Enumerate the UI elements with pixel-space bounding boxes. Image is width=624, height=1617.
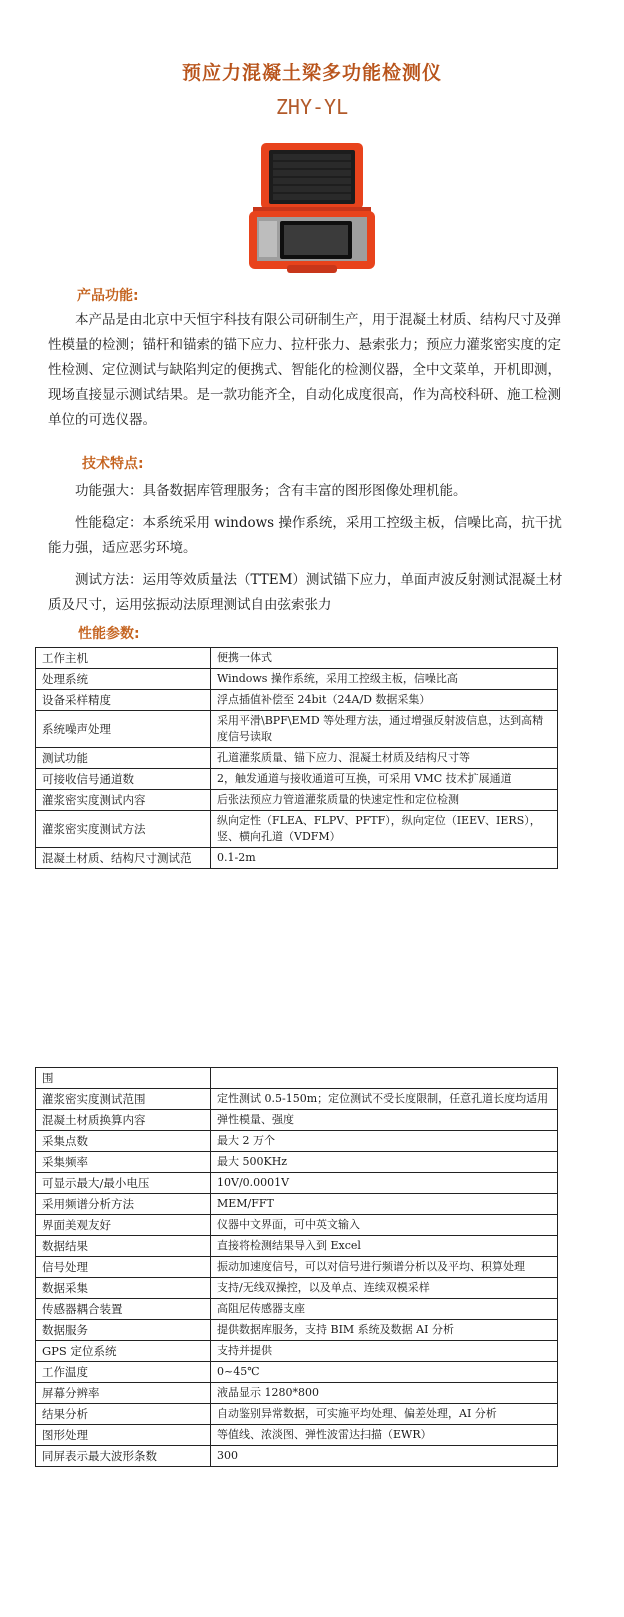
param-value: MEM/FFT <box>211 1194 558 1215</box>
param-name: 同屏表示最大波形条数 <box>36 1446 211 1467</box>
param-value: 等值线、浓淡图、弹性波雷达扫描（EWR） <box>211 1425 558 1446</box>
device-image <box>247 141 377 275</box>
functions-text: 本产品是由北京中天恒宇科技有限公司研制生产，用于混凝土材质、结构尺寸及弹性模量的检测；锚杆和锚索的锚下应力、拉杆张力、悬索张力；预应力灌浆密实度的定性检测、定位测试与缺陷判定的便携式、智能化的检测仪器，全中文菜单，开机即测，现场直接显示测试结果。是一款功能齐全，自动化成度很高，作为高校科研、施工检测单位的可选仪器。 <box>48 312 561 428</box>
param-row <box>36 1299 558 1320</box>
param-row <box>36 1215 558 1236</box>
param-name: 数据采集 <box>36 1278 211 1299</box>
params-table-2 <box>35 1067 558 1467</box>
param-name: 图形处理 <box>36 1425 211 1446</box>
functions-heading: 产品功能: <box>77 288 139 304</box>
param-name: 信号处理 <box>36 1257 211 1278</box>
param-row <box>36 1131 558 1152</box>
param-name: 传感器耦合装置 <box>36 1299 211 1320</box>
param-name: 系统噪声处理 <box>36 711 211 748</box>
param-name: 屏幕分辨率 <box>36 1383 211 1404</box>
param-value: 自动鉴别异常数据，可实施平均处理、偏差处理，AI 分析 <box>211 1404 558 1425</box>
param-row <box>36 1446 558 1467</box>
param-name: 界面美观友好 <box>36 1215 211 1236</box>
param-name: 采集频率 <box>36 1152 211 1173</box>
features-list <box>48 479 568 618</box>
param-row <box>36 1425 558 1446</box>
param-name: 采用频谱分析方法 <box>36 1194 211 1215</box>
param-name: 混凝土材质换算内容 <box>36 1110 211 1131</box>
param-row <box>36 1341 558 1362</box>
param-value: 支持/无线双操控，以及单点、连续双模采样 <box>211 1278 558 1299</box>
param-name: 灌浆密实度测试方法 <box>36 811 211 848</box>
param-row <box>36 1362 558 1383</box>
param-value: 支持并提供 <box>211 1341 558 1362</box>
param-name: 工作主机 <box>36 648 211 669</box>
param-row <box>36 790 558 811</box>
param-name: 工作温度 <box>36 1362 211 1383</box>
param-value: 纵向定性（FLEA、FLPV、PFTF），纵向定位（IEEV、IERS），竖、横向孔道（VDFM） <box>211 811 558 848</box>
param-value: 最大 500KHz <box>211 1152 558 1173</box>
param-name: 可接收信号通道数 <box>36 769 211 790</box>
param-row <box>36 1236 558 1257</box>
param-name: 围 <box>36 1068 211 1089</box>
param-row <box>36 648 558 669</box>
params-table-1 <box>35 647 558 869</box>
param-row <box>36 769 558 790</box>
param-name: 可显示最大/最小电压 <box>36 1173 211 1194</box>
param-row <box>36 711 558 748</box>
param-name: 测试功能 <box>36 748 211 769</box>
param-row <box>36 1152 558 1173</box>
param-value: 300 <box>211 1446 558 1467</box>
param-value: 后张法预应力管道灌浆质量的快速定性和定位检测 <box>211 790 558 811</box>
param-value: 0.1-2m <box>211 848 558 869</box>
param-value: 弹性模量、强度 <box>211 1110 558 1131</box>
param-row <box>36 1110 558 1131</box>
param-value: 高阻尼传感器支座 <box>211 1299 558 1320</box>
param-row <box>36 1173 558 1194</box>
feature-item: 功能强大：具备数据库管理服务；含有丰富的图形图像处理机能。 <box>75 483 467 499</box>
param-name: 数据结果 <box>36 1236 211 1257</box>
features-heading: 技术特点: <box>82 456 144 472</box>
param-row <box>36 848 558 869</box>
param-value: 振动加速度信号，可以对信号进行频谱分析以及平均、积算处理 <box>211 1257 558 1278</box>
param-value: 便携一体式 <box>211 648 558 669</box>
param-name: 灌浆密实度测试范围 <box>36 1089 211 1110</box>
param-row <box>36 1383 558 1404</box>
param-value: 定性测试 0.5-150m；定位测试不受长度限制，任意孔道长度均适用 <box>211 1089 558 1110</box>
param-row <box>36 811 558 848</box>
functions-paragraph <box>48 308 568 433</box>
param-row <box>36 1194 558 1215</box>
param-value: 液晶显示 1280*800 <box>211 1383 558 1404</box>
param-value: Windows 操作系统，采用工控级主板，信噪比高 <box>211 669 558 690</box>
param-row <box>36 669 558 690</box>
param-name: 设备采样精度 <box>36 690 211 711</box>
model-number: ZHY-YL <box>275 95 349 119</box>
param-value: 浮点插值补偿至 24bit（24A/D 数据采集） <box>211 690 558 711</box>
param-value: 采用平滑\BPF\EMD 等处理方法，通过增强反射波信息，达到高精度信号读取 <box>211 711 558 748</box>
params-heading: 性能参数: <box>78 626 140 642</box>
param-value: 孔道灌浆质量、锚下应力、混凝土材质及结构尺寸等 <box>211 748 558 769</box>
param-name: GPS 定位系统 <box>36 1341 211 1362</box>
param-value: 仪器中文界面，可中英文输入 <box>211 1215 558 1236</box>
feature-item: 性能稳定：本系统采用 windows 操作系统，采用工控级主板，信噪比高，抗干扰能力强，适应恶劣环境。 <box>48 515 562 556</box>
param-name: 采集点数 <box>36 1131 211 1152</box>
param-row <box>36 1257 558 1278</box>
feature-item: 测试方法：运用等效质量法（TTEM）测试锚下应力，单面声波反射测试混凝土材质及尺寸，运用弦振动法原理测试自由弦索张力 <box>48 572 563 613</box>
param-row <box>36 1278 558 1299</box>
param-name: 混凝土材质、结构尺寸测试范 <box>36 848 211 869</box>
param-name: 灌浆密实度测试内容 <box>36 790 211 811</box>
param-value: 0~45℃ <box>211 1362 558 1383</box>
param-name: 数据服务 <box>36 1320 211 1341</box>
param-name: 结果分析 <box>36 1404 211 1425</box>
param-row <box>36 748 558 769</box>
param-value: 10V/0.0001V <box>211 1173 558 1194</box>
param-value: 最大 2 万个 <box>211 1131 558 1152</box>
param-name: 处理系统 <box>36 669 211 690</box>
param-row <box>36 1320 558 1341</box>
page-title: 预应力混凝土梁多功能检测仪 <box>181 62 442 84</box>
param-value: 直接将检测结果导入到 Excel <box>211 1236 558 1257</box>
param-row <box>36 1068 558 1089</box>
param-row <box>36 690 558 711</box>
param-row <box>36 1404 558 1425</box>
param-value: 提供数据库服务，支持 BIM 系统及数据 AI 分析 <box>211 1320 558 1341</box>
param-value: 2，触发通道与接收通道可互换，可采用 VMC 技术扩展通道 <box>211 769 558 790</box>
param-row <box>36 1089 558 1110</box>
param-value <box>211 1068 558 1089</box>
